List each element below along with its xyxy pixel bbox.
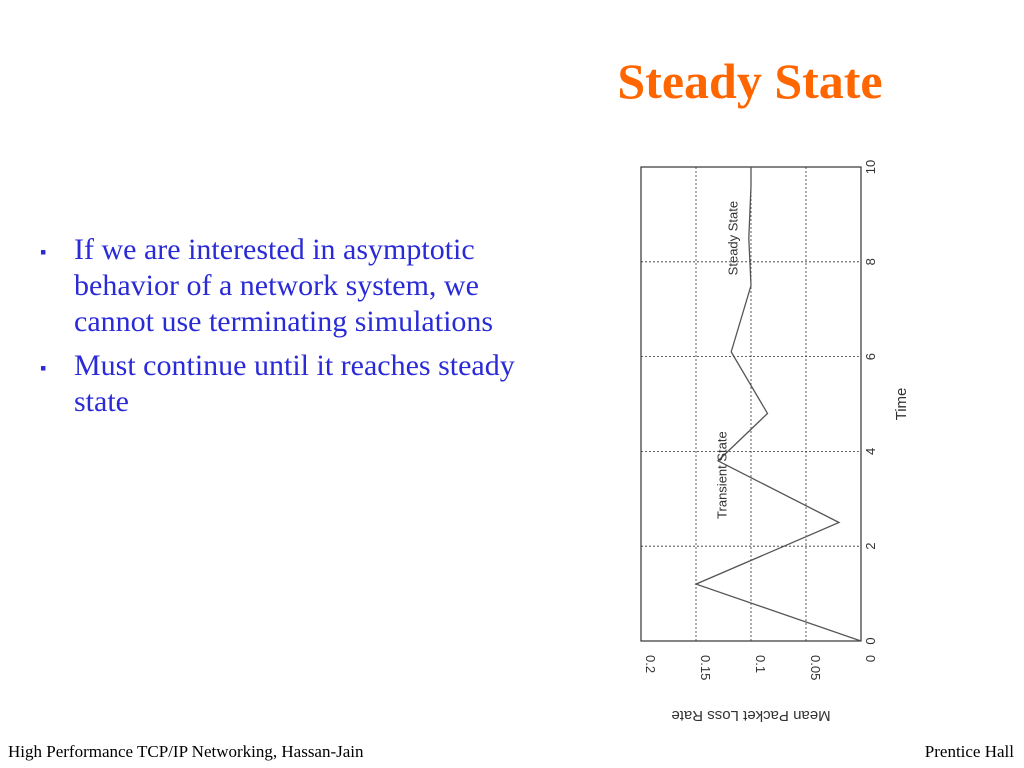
annotation-label: Transient State	[714, 431, 730, 519]
bullet-text: Must continue until it reaches steady state	[74, 349, 515, 418]
annotation-label: Steady State	[725, 200, 741, 276]
x-tick-label: 4	[863, 447, 878, 456]
bullet-list	[38, 232, 538, 428]
square-bullet-icon: ▪	[40, 242, 47, 262]
footer-publisher: Prentice Hall	[924, 742, 1014, 761]
y-tick-label: 0.15	[698, 655, 713, 681]
x-axis-ticks	[863, 160, 878, 645]
chart-grid	[641, 167, 861, 641]
y-tick-label: 0	[863, 655, 878, 663]
x-axis-label: Time	[893, 387, 910, 421]
y-axis-label: Mean Packet Loss Rate	[671, 707, 831, 724]
y-tick-label: 0.1	[753, 655, 768, 674]
x-tick-label: 10	[863, 159, 878, 175]
series-line	[696, 167, 861, 641]
y-tick-label: 0.05	[808, 655, 823, 681]
x-tick-label: 2	[863, 542, 878, 550]
square-bullet-icon: ▪	[40, 358, 47, 378]
y-tick-label: 0.2	[643, 655, 658, 674]
slide-title: Steady State	[617, 53, 883, 109]
x-tick-label: 8	[863, 258, 878, 266]
y-axis-ticks	[643, 655, 878, 680]
bullet-item	[38, 348, 538, 420]
x-tick-label: 0	[863, 637, 878, 645]
footer-book-title: High Performance TCP/IP Networking, Hassan-Jain	[8, 742, 364, 761]
bullet-item	[38, 232, 538, 340]
plot-frame	[641, 167, 861, 641]
bullet-text: If we are interested in asymptotic behavior of a network system, we cannot use terminating simulations	[74, 233, 494, 338]
x-tick-label: 6	[863, 352, 878, 361]
chart-annotations	[715, 201, 741, 519]
